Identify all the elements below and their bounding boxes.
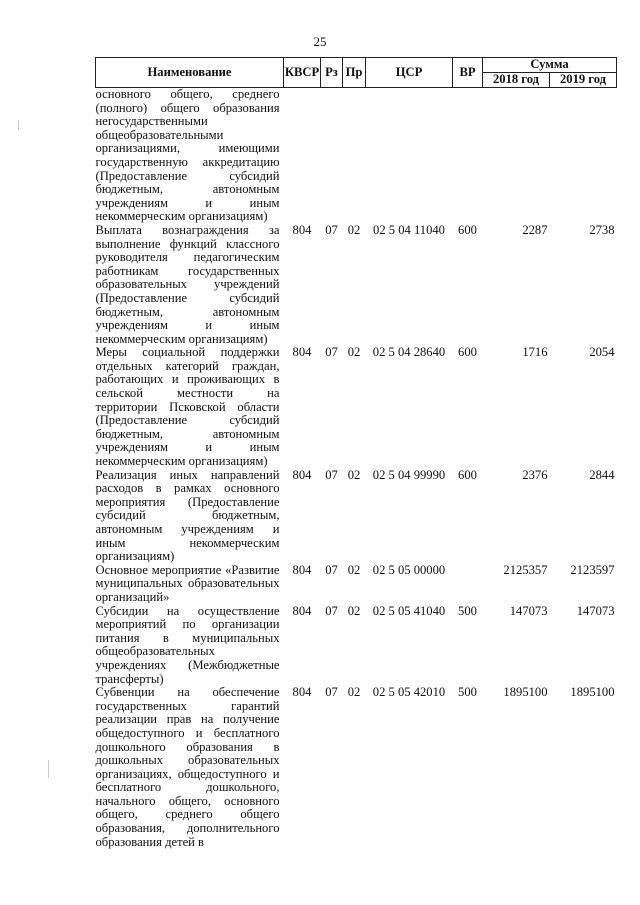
- header-name: Наименование: [96, 58, 284, 88]
- row-sum-2019: [550, 88, 617, 224]
- row-name: Субсидии на осуществление мероприятий по организации питания в муниципальных общеобразовательных учреждениях (Межбюджетные трансферты): [95, 603, 280, 686]
- table-row: [96, 686, 617, 849]
- row-sum-2018: [483, 88, 550, 224]
- row-sum-2019: 2123597: [570, 562, 615, 577]
- row-pr: 02: [347, 562, 361, 577]
- row-pr: 02: [347, 603, 361, 618]
- row-sum-2019: 2738: [589, 222, 615, 237]
- row-kvsr: 804: [292, 685, 312, 700]
- table-header: [96, 58, 617, 88]
- row-kvsr: 804: [292, 562, 312, 577]
- table-row: [96, 605, 617, 687]
- row-kvsr: [284, 88, 321, 224]
- row-name: основного общего, среднего (полного) общего образования негосударственными общеобразовательными организациями, имеющими государственную аккредитацию (Предоставление субсидий бюджетным, автономным учреждениям и иным некоммерческим организациям): [95, 87, 280, 224]
- row-rz: 07: [325, 467, 338, 482]
- row-sum-2019: 147073: [576, 603, 615, 618]
- row-pr: 02: [347, 345, 361, 360]
- row-name: Меры социальной поддержки отдельных категорий граждан, работающих и проживающих в сельской местности на территории Псковской области (Предоставление субсидий бюджетным, автономным учреждениям и иным некоммерческим организациям): [95, 345, 280, 469]
- page-number: 25: [313, 34, 327, 49]
- row-kvsr: 804: [292, 603, 312, 618]
- scan-artifact-mark: [48, 760, 49, 778]
- table-row: [96, 469, 617, 564]
- row-rz: 07: [325, 222, 338, 237]
- row-csr: [366, 88, 453, 224]
- budget-table: [95, 57, 617, 849]
- row-vr: 500: [458, 685, 477, 700]
- table-row: [96, 564, 617, 605]
- row-name: Реализация иных направлений расходов в рамках основного мероприятия (Предоставление субсидий бюджетным, автономным учреждениям и иным некоммерческим организациям): [95, 467, 280, 564]
- row-pr: 02: [347, 685, 361, 700]
- row-kvsr: 804: [292, 222, 312, 237]
- table-body: [96, 88, 617, 850]
- scan-artifact-mark: [18, 120, 19, 130]
- row-vr: [453, 564, 483, 605]
- row-kvsr: 804: [292, 345, 312, 360]
- header-year-2018: 2018 год: [483, 73, 550, 88]
- row-name: Выплата вознаграждения за выполнение функций классного руководителя педагогическим работникам государственных образовательных учреждений (Предоставление субсидий бюджетным, автономным учреждениям и иным некоммерческим организациям): [95, 222, 280, 346]
- header-kvsr: КВСР: [284, 58, 321, 88]
- row-vr: 600: [458, 467, 477, 482]
- header-sum: Сумма: [483, 58, 617, 73]
- header-pr: Пр: [343, 58, 366, 88]
- table-row: [96, 88, 617, 224]
- row-sum-2018: 1716: [522, 345, 548, 360]
- row-sum-2018: 2125357: [503, 562, 548, 577]
- header-vr: ВР: [453, 58, 483, 88]
- row-sum-2018: 1895100: [503, 685, 548, 700]
- row-csr: 02 5 05 41040: [372, 603, 446, 618]
- row-rz: 07: [325, 603, 338, 618]
- row-vr: [453, 88, 483, 224]
- row-sum-2019: 2054: [589, 345, 615, 360]
- row-sum-2019: 1895100: [570, 685, 615, 700]
- row-name: Субвенции на обеспечение государственных гарантий реализации прав на получение общедоступного и бесплатного дошкольного образования в дошкольных образовательных организациях, общедоступного и бесплатного дошкольного, начального общего, основного общего, среднего общего образования, дополнительного образования детей в: [95, 685, 280, 849]
- row-csr: 02 5 05 42010: [372, 685, 446, 700]
- row-sum-2018: 2376: [522, 467, 548, 482]
- row-rz: 07: [325, 685, 338, 700]
- header-rz: Рз: [321, 58, 343, 88]
- row-pr: 02: [347, 467, 361, 482]
- row-sum-2018: 147073: [509, 603, 548, 618]
- row-vr: 500: [458, 603, 477, 618]
- header-year-2019: 2019 год: [550, 73, 617, 88]
- table-row: [96, 224, 617, 346]
- table-row: [96, 346, 617, 468]
- header-csr: ЦСР: [366, 58, 453, 88]
- row-rz: [321, 88, 343, 224]
- row-vr: 600: [458, 345, 477, 360]
- row-pr: 02: [347, 222, 361, 237]
- row-sum-2019: 2844: [589, 467, 615, 482]
- row-csr: 02 5 04 99990: [372, 467, 446, 482]
- row-sum-2018: 2287: [522, 222, 548, 237]
- row-name: Основное мероприятие «Развитие муниципальных образовательных организаций»: [95, 562, 280, 604]
- row-rz: 07: [325, 345, 338, 360]
- row-kvsr: 804: [292, 467, 312, 482]
- row-csr: 02 5 05 00000: [372, 562, 446, 577]
- row-csr: 02 5 04 28640: [372, 345, 446, 360]
- row-vr: 600: [458, 222, 477, 237]
- row-csr: 02 5 04 11040: [373, 222, 445, 237]
- row-pr: [343, 88, 366, 224]
- row-rz: 07: [325, 562, 338, 577]
